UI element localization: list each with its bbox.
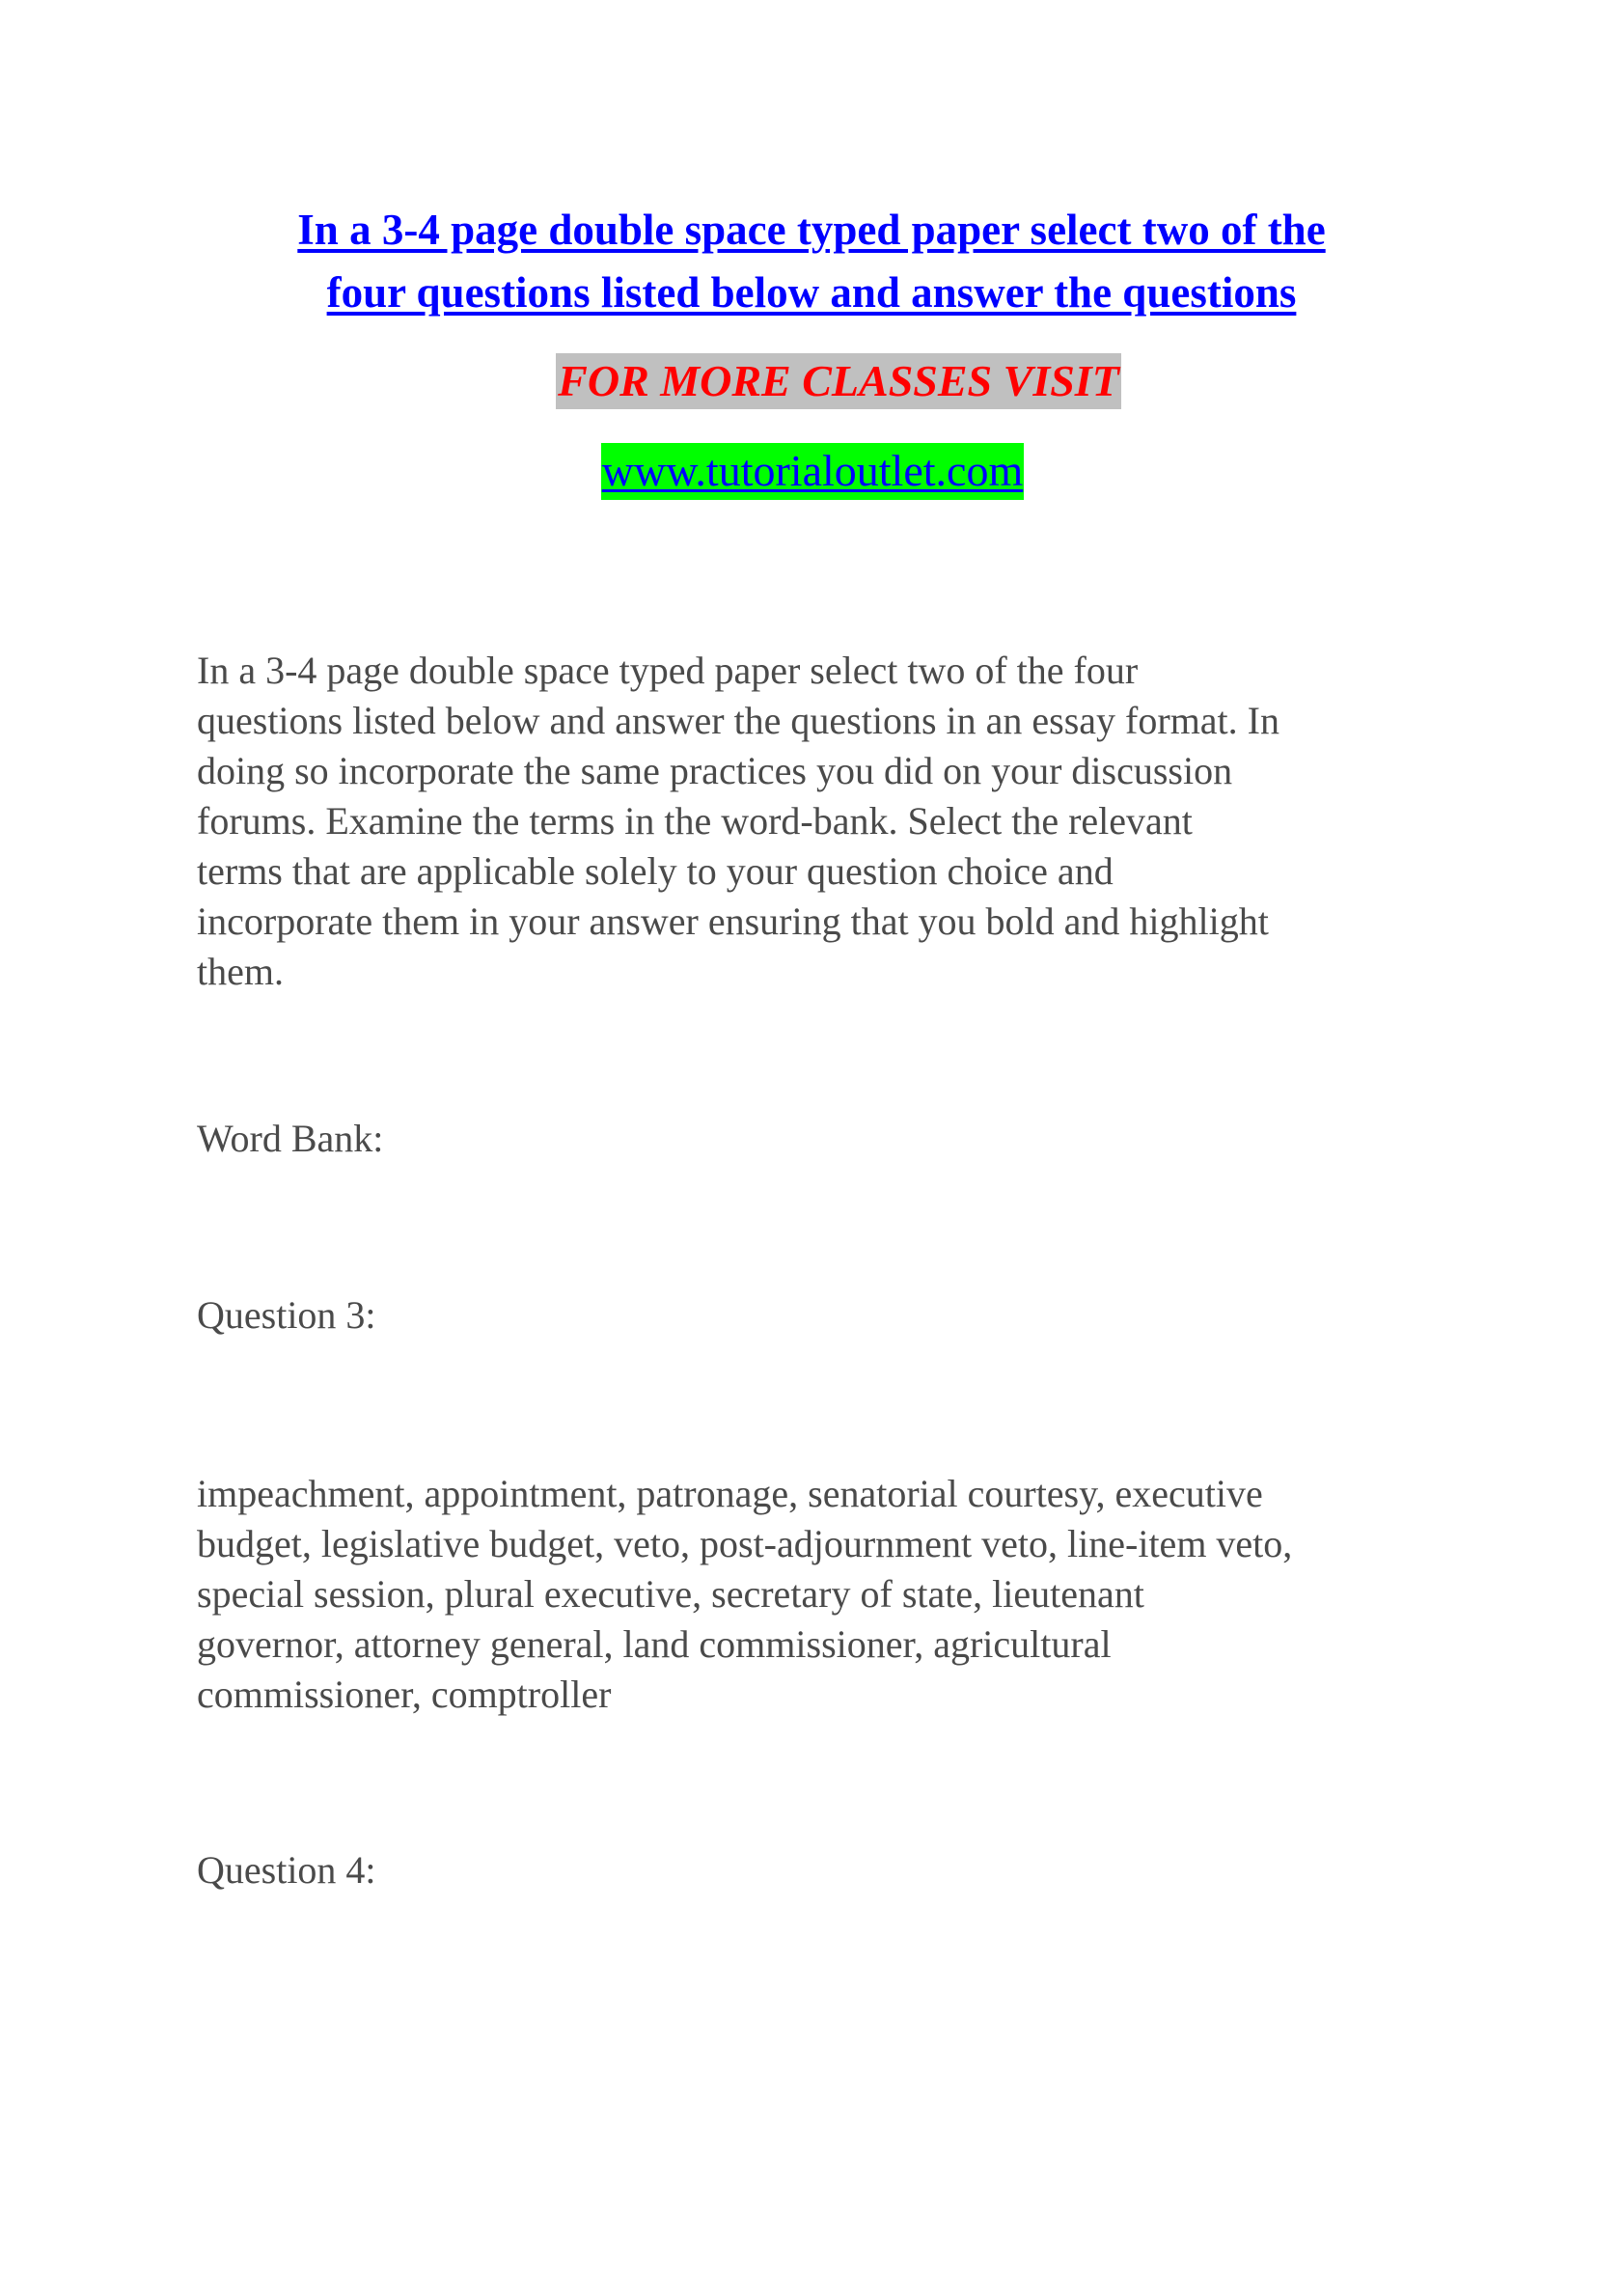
question-3-heading-text: Question 3: [197, 1293, 376, 1337]
word-bank-heading [197, 1114, 1451, 1164]
title-line-2 [0, 262, 1623, 324]
intro-line: forums. Examine the terms in the word-bank. Select the relevant [197, 799, 1193, 843]
intro-paragraph [197, 646, 1451, 997]
page-title-link[interactable] [0, 199, 1623, 324]
word-bank-terms-line: impeachment, appointment, patronage, senatorial courtesy, executive [197, 1472, 1263, 1515]
intro-line: them. [197, 950, 284, 993]
word-bank-terms-line: budget, legislative budget, veto, post-adjournment veto, line-item veto, [197, 1522, 1293, 1565]
question-4-heading [197, 1845, 1451, 1895]
question-3-heading [197, 1290, 1451, 1341]
website-link-container [0, 443, 1623, 500]
word-bank-terms-line: governor, attorney general, land commissioner, agricultural [197, 1622, 1112, 1666]
intro-line: terms that are applicable solely to your question choice and [197, 849, 1114, 893]
word-bank-heading-text: Word Bank: [197, 1117, 384, 1160]
word-bank-terms-line: commissioner, comptroller [197, 1673, 612, 1716]
intro-line: questions listed below and answer the questions in an essay format. In [197, 699, 1279, 742]
question-4-heading-text: Question 4: [197, 1848, 376, 1892]
title-line-2-text[interactable]: four questions listed below and answer the questions [326, 268, 1297, 317]
title-line-1-text[interactable]: In a 3-4 page double space typed paper select two of the [297, 206, 1326, 254]
promo-banner-text: FOR MORE CLASSES VISIT [556, 353, 1121, 409]
website-link[interactable]: www.tutorialoutlet.com [601, 443, 1024, 500]
title-line-1 [0, 199, 1623, 262]
intro-line: doing so incorporate the same practices you did on your discussion [197, 749, 1233, 792]
word-bank-terms [197, 1469, 1451, 1720]
promo-banner [0, 353, 1623, 409]
intro-line: incorporate them in your answer ensuring that you bold and highlight [197, 899, 1269, 943]
word-bank-terms-line: special session, plural executive, secretary of state, lieutenant [197, 1572, 1144, 1616]
intro-line: In a 3-4 page double space typed paper select two of the four [197, 649, 1139, 692]
